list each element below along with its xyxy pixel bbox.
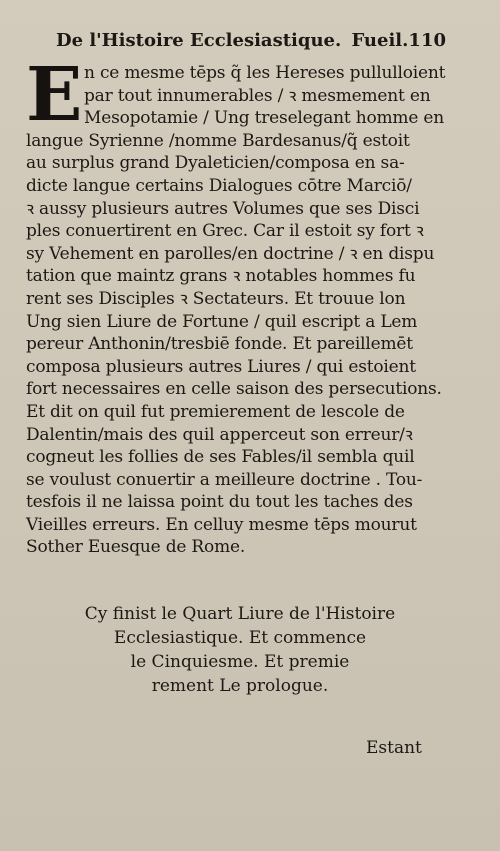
text-line: Dalentin/mais des quil apperceut son erreur/ꝛ (26, 424, 413, 445)
text-line: sy Vehement en parolles/en doctrine / ꝛ en dispu (26, 243, 435, 264)
text-line: Et dit on quil fut premierement de lescole de (26, 401, 405, 422)
text-line: par tout innumerables / ꝛ mesmement en (84, 85, 431, 106)
text-line: au surplus grand Dyaleticien/composa en sa- (26, 153, 405, 174)
drop-cap: E (26, 52, 83, 138)
text-line: ꝛ aussy plusieurs autres Volumes que ses Disci (26, 198, 420, 219)
text-line: Ung sien Liure de Fortune / quil escript a Lem (26, 311, 418, 332)
text-line: rent ses Disciples ꝛ Sectateurs. Et trouue lon (26, 288, 406, 309)
text-line: Sother Euesque de Rome. (26, 537, 246, 558)
colophon (30, 602, 450, 698)
colophon-line: rement Le prologue. (151, 676, 329, 696)
catchword: Estant (366, 738, 422, 758)
text-line: dicte langue certains Dialogues cōtre Marciō/ (26, 175, 412, 196)
text-line: cogneut les follies de ses Fables/il sembla quil (26, 447, 415, 468)
text-line: pereur Anthonin/tresbiē fonde. Et pareillemēt (26, 334, 413, 355)
colophon-line: le Cinquiesme. Et premie (130, 652, 350, 672)
folio-number: Fueil.110 (351, 30, 446, 51)
text-line: tesfois il ne laissa point du tout les taches des (26, 492, 413, 513)
text-line: langue Syrienne /nomme Bardesanus/q̃ estoit (26, 130, 410, 151)
text-line: se voulust conuertir a meilleure doctrine . Tou- (26, 469, 423, 490)
main-text (26, 52, 450, 559)
text-line: tation que maintz grans ꝛ notables hommes fu (26, 266, 416, 287)
text-line: Vieilles erreurs. En celluy mesme tēps mourut (26, 514, 417, 535)
text-line: Mesopotamie / Ung treselegant homme en (84, 108, 445, 129)
colophon-line: Ecclesiastique. Et commence (113, 628, 367, 648)
running-header (56, 30, 446, 52)
text-line: ples conuertirent en Grec. Car il estoit sy fort ꝛ (26, 221, 424, 242)
text-line: fort necessaires en celle saison des persecutions. (26, 379, 442, 400)
text-line: composa plusieurs autres Liures / qui estoient (26, 356, 416, 377)
colophon-line: Cy finist le Quart Liure de l'Histoire (84, 604, 396, 624)
running-title: De l'Histoire Ecclesiastique. (56, 30, 342, 51)
text-line: n ce mesme tēps q̃ les Hereses pullulloient (84, 63, 446, 83)
